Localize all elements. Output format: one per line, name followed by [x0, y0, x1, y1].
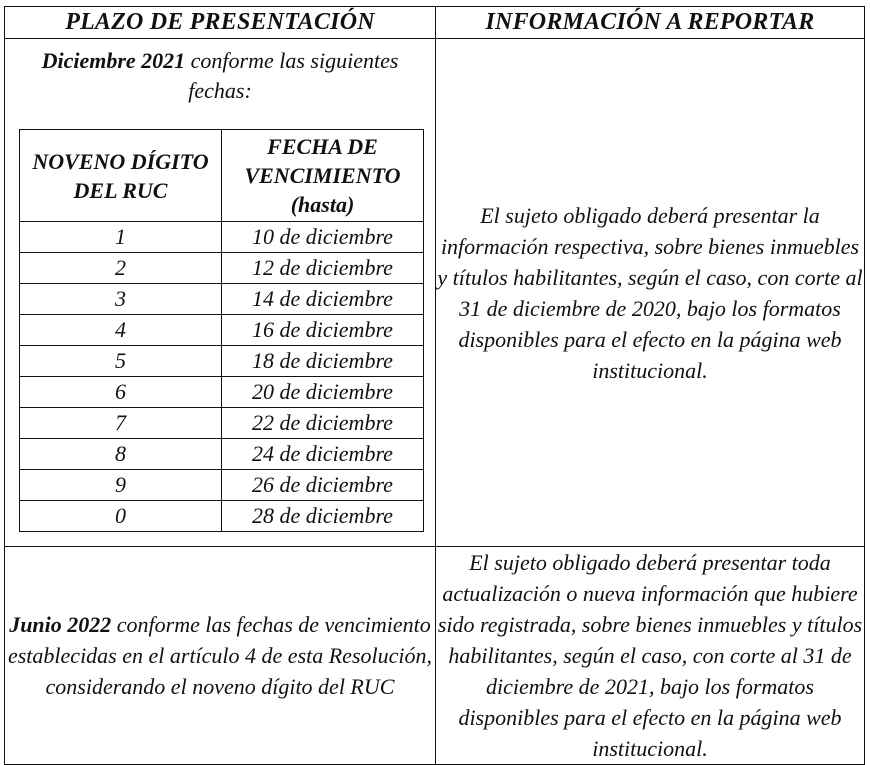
schedule-row: [20, 470, 424, 501]
ruc-digit: 4: [20, 315, 222, 346]
info-cell-2021: El sujeto obligado deberá presentar la información respectiva, sobre bienes inmuebles y títulos habilitantes, según el caso, con corte al 31 de diciembre de 2020, bajo los formatos disponibles para el efecto en la página web institucional.: [436, 39, 865, 547]
ruc-digit: 6: [20, 377, 222, 408]
ruc-digit: 1: [20, 222, 222, 253]
due-date: 14 de diciembre: [222, 284, 424, 315]
schedule-row: [20, 377, 424, 408]
schedule-row: [20, 501, 424, 532]
ruc-digit: 3: [20, 284, 222, 315]
ruc-digit: 7: [20, 408, 222, 439]
due-date: 16 de diciembre: [222, 315, 424, 346]
schedule-row: [20, 408, 424, 439]
due-date: 28 de diciembre: [222, 501, 424, 532]
ruc-digit-header: NOVENO DÍGITO DEL RUC: [20, 130, 222, 222]
due-date: 18 de diciembre: [222, 346, 424, 377]
term-rest: conforme las fechas de vencimiento establecidas en el artículo 4 de esta Resolución, considerando el noveno dígito del RUC: [7, 612, 432, 699]
ruc-schedule-table: [19, 129, 424, 532]
deadline-table: [4, 6, 865, 765]
schedule-row: [20, 284, 424, 315]
schedule-row: [20, 346, 424, 377]
intro-bold: Diciembre 2021: [41, 48, 186, 73]
due-date-header: FECHA DE VENCIMIENTO (hasta): [222, 130, 424, 222]
ruc-digit: 5: [20, 346, 222, 377]
plazo-cell-2021: [5, 39, 436, 547]
ruc-digit: 9: [20, 470, 222, 501]
schedule-row: [20, 222, 424, 253]
ruc-digit: 8: [20, 439, 222, 470]
due-date: 22 de diciembre: [222, 408, 424, 439]
due-date: 10 de diciembre: [222, 222, 424, 253]
ruc-rows: [20, 222, 424, 532]
term-bold: Junio 2022: [9, 612, 112, 637]
plazo-cell-2022: [5, 547, 436, 765]
intro-text: [5, 39, 435, 129]
ruc-digit: 0: [20, 501, 222, 532]
ruc-digit: 2: [20, 253, 222, 284]
due-date: 24 de diciembre: [222, 439, 424, 470]
due-date: 20 de diciembre: [222, 377, 424, 408]
info-cell-2022: El sujeto obligado deberá presentar toda actualización o nueva información que hubiere sido registrada, sobre bienes inmuebles y títulos habilitantes, según el caso, con corte al 31 de diciembre de 2021, bajo los formatos disponibles para el efecto en la página web institucional.: [436, 547, 865, 765]
intro-rest: conforme las siguientes fechas:: [185, 48, 399, 103]
due-date: 26 de diciembre: [222, 470, 424, 501]
schedule-row: [20, 439, 424, 470]
schedule-row: [20, 315, 424, 346]
header-plazo: PLAZO DE PRESENTACIÓN: [5, 7, 436, 39]
schedule-row: [20, 253, 424, 284]
due-date: 12 de diciembre: [222, 253, 424, 284]
header-informacion: INFORMACIÓN A REPORTAR: [436, 7, 865, 39]
